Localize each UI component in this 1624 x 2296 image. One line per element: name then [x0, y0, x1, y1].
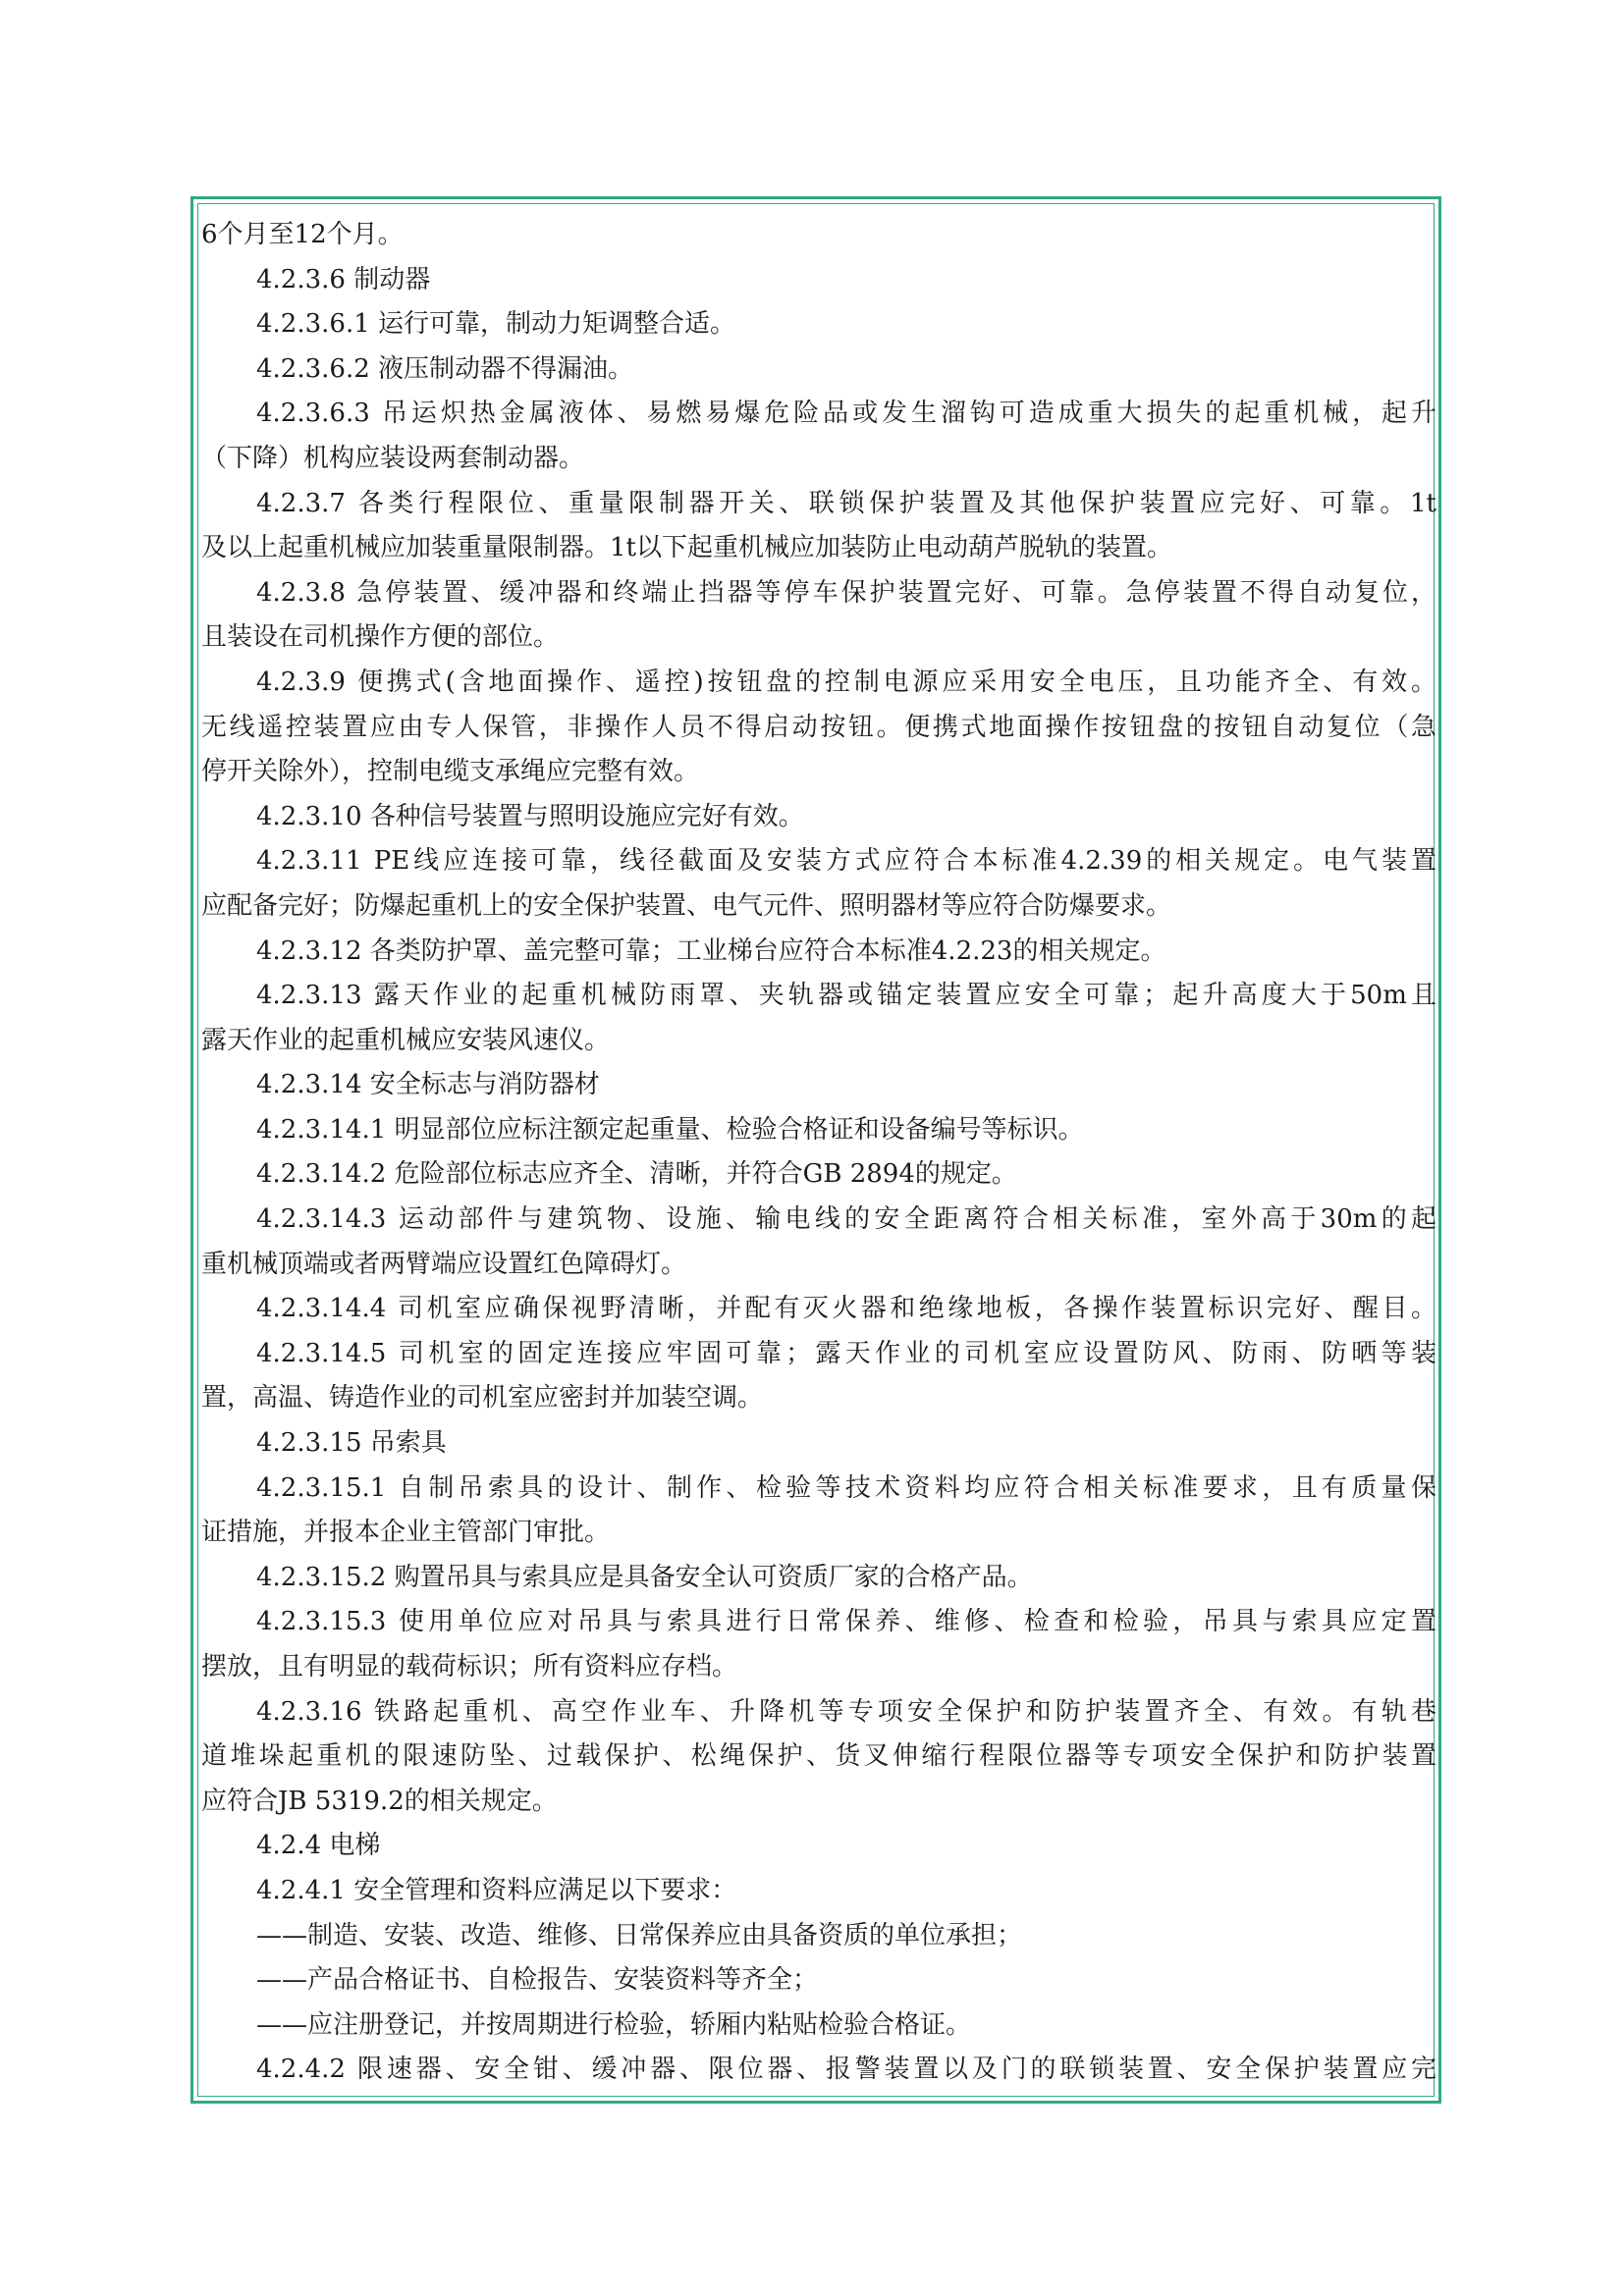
text-line: 摆放，且有明显的载荷标识；所有资料应存档。	[201, 1652, 738, 1682]
text-line: 4.2.3.13 露天作业的起重机械防雨罩、夹轨器或锚定装置应安全可靠；起升高度大于50m且	[256, 981, 1436, 1011]
text-line: 4.2.3.15.2 购置吊具与索具应是具备安全认可资质厂家的合格产品。	[256, 1562, 1033, 1592]
text-line: 4.2.3.9 便携式(含地面操作、遥控)按钮盘的控制电源应采用安全电压，且功能齐全、有效。	[256, 667, 1436, 697]
text-line: 4.2.3.16 铁路起重机、高空作业车、升降机等专项安全保护和防护装置齐全、有效。有轨巷	[256, 1696, 1436, 1727]
text-line: 4.2.3.14.5 司机室的固定连接应牢固可靠；露天作业的司机室应设置防风、防雨、防晒等装	[256, 1338, 1436, 1368]
text-line: 4.2.3.14.3 运动部件与建筑物、设施、输电线的安全距离符合相关标准，室外高于30m的起	[256, 1204, 1436, 1235]
text-line: ——应注册登记，并按周期进行检验，轿厢内粘贴检验合格证。	[256, 2009, 972, 2040]
text-line: 4.2.4.2 限速器、安全钳、缓冲器、限位器、报警装置以及门的联锁装置、安全保护装置应完	[256, 2055, 1436, 2085]
text-line: 4.2.3.14 安全标志与消防器材	[256, 1070, 600, 1100]
text-line: （下降）机构应装设两套制动器。	[201, 443, 585, 473]
text-line: 4.2.3.14.2 危险部位标志应齐全、清晰，并符合GB 2894的规定。	[256, 1159, 1017, 1190]
text-line: 6个月至12个月。	[201, 220, 404, 249]
text-line: 置，高温、铸造作业的司机室应密封并加装空调。	[201, 1383, 764, 1414]
text-line: 应符合JB 5319.2的相关规定。	[201, 1786, 558, 1816]
text-line: 4.2.4 电梯	[256, 1831, 381, 1861]
document-frame	[190, 196, 1441, 2104]
text-line: 4.2.3.6.2 液压制动器不得漏油。	[256, 353, 634, 384]
text-line: ——制造、安装、改造、维修、日常保养应由具备资质的单位承担；	[256, 1920, 1023, 1950]
text-line: 4.2.4.1 安全管理和资料应满足以下要求：	[256, 1875, 737, 1905]
text-line: 4.2.3.7 各类行程限位、重量限制器开关、联锁保护装置及其他保护装置应完好、可靠。1t	[256, 488, 1436, 518]
text-line: 4.2.3.15.3 使用单位应对吊具与索具进行日常保养、维修、检查和检验，吊具与索具应定置	[256, 1607, 1436, 1637]
text-line: 4.2.3.12 各类防护罩、盖完整可靠；工业梯台应符合本标准4.2.23的相关规定。	[256, 935, 1166, 966]
text-line: 4.2.3.6.1 运行可靠，制动力矩调整合适。	[256, 309, 736, 340]
text-line: 4.2.3.8 急停装置、缓冲器和终端止挡器等停车保护装置完好、可靠。急停装置不得自动复位，	[256, 577, 1436, 608]
text-line: 重机械顶端或者两臂端应设置红色障碍灯。	[201, 1249, 687, 1279]
text-line: 露天作业的起重机械应安装风速仪。	[201, 1025, 611, 1055]
text-line: 4.2.3.14.4 司机室应确保视野清晰，并配有灭火器和绝缘地板，各操作装置标识完好、醒目。	[256, 1294, 1436, 1324]
text-line: 4.2.3.15.1 自制吊索具的设计、制作、检验等技术资料均应符合相关标准要求，且有质量保	[256, 1472, 1436, 1503]
text-line: 4.2.3.15 吊索具	[256, 1428, 447, 1459]
text-line: 4.2.3.10 各种信号装置与照明设施应完好有效。	[256, 801, 804, 831]
text-line: 无线遥控装置应由专人保管，非操作人员不得启动按钮。便携式地面操作按钮盘的按钮自动复位（急	[201, 712, 1436, 742]
text-line: 4.2.3.14.1 明显部位应标注额定起重量、检验合格证和设备编号等标识。	[256, 1114, 1084, 1145]
text-line: 且装设在司机操作方便的部位。	[201, 622, 560, 653]
document-body	[201, 213, 1436, 2093]
text-line: 4.2.3.6 制动器	[256, 264, 431, 294]
text-line: ——产品合格证书、自检报告、安装资料等齐全；	[256, 1965, 819, 1996]
text-line: 停开关除外），控制电缆支承绳应完整有效。	[201, 757, 700, 787]
text-line: 及以上起重机械应加装重量限制器。1t以下起重机械应加装防止电动葫芦脱轨的装置。	[201, 533, 1172, 563]
text-line: 应配备完好；防爆起重机上的安全保护装置、电气元件、照明器材等应符合防爆要求。	[201, 890, 1172, 921]
text-line: 证措施，并报本企业主管部门审批。	[201, 1518, 611, 1548]
text-line: 4.2.3.6.3 吊运炽热金属液体、易燃易爆危险品或发生溜钩可造成重大损失的起重机械，起升	[256, 399, 1436, 429]
text-line: 4.2.3.11 PE线应连接可靠，线径截面及安装方式应符合本标准4.2.39的相关规定。电气装置	[256, 846, 1436, 877]
text-line: 道堆垛起重机的限速防坠、过载保护、松绳保护、货叉伸缩行程限位器等专项安全保护和防护装置	[201, 1741, 1436, 1772]
